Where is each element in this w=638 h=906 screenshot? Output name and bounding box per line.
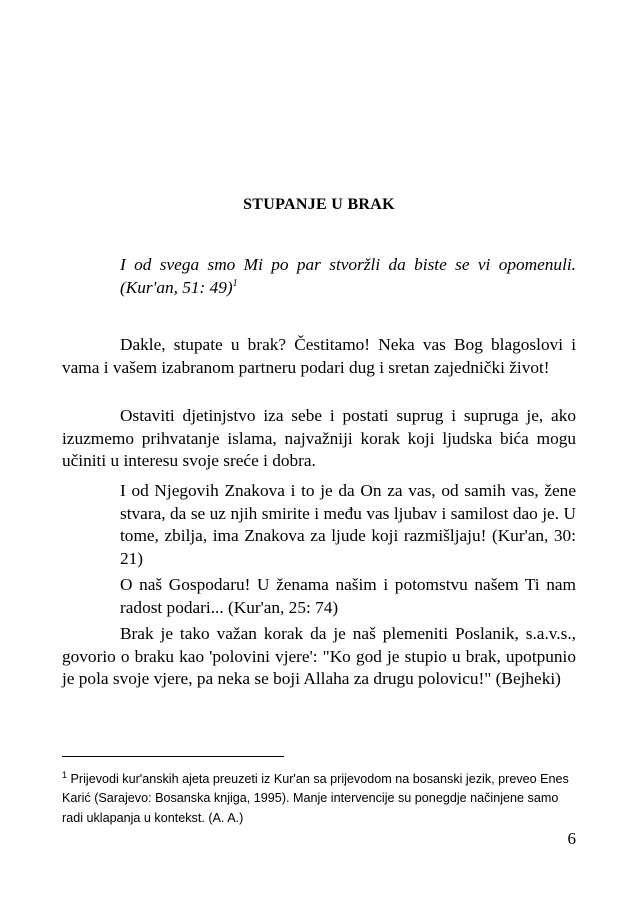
paragraph-2: Ostaviti djetinjstvo iza sebe i postati suprug i supruga je, ako izuzmemo prihvatanje islama, najvažniji korak koji ljudska bića mogu učiniti u interesu svoje sreće i dobra.: [62, 406, 576, 471]
footnote-separator: [62, 756, 284, 757]
footnote-text: Prijevodi kur'anskih ajeta preuzeti iz Kur'an sa prijevodom na bosanski jezik, preveo Enes Karić (Sarajevo: Bosanska knjiga, 1995). Manje intervencije su ponegdje načinjene samo radi uklapanja u kontekst. (A. A.): [62, 772, 569, 825]
paragraph-3: Brak je tako važan korak da je naš plemeniti Poslanik, s.a.v.s., govorio o braku kao 'polovini vjere': "Ko god je stupio u brak, upotpunio je pola svoje vjere, pa neka se boji Allaha za drugu polovicu!" (Bejheki): [62, 624, 576, 689]
quote-1: I od Njegovih Znakova i to je da On za vas, od samih vas, žene stvara, da se uz njih smirite i među vas ljubav i samilost dao je. U tome, zbilja, ima Znakova za ljude koji razmišljaju! (Kur'an, 30: 21): [120, 481, 576, 568]
epigraph-text: I od svega smo Mi po par stvoržli da biste se vi opomenuli. (Kur'an, 51: 49): [120, 255, 576, 297]
footnote: [62, 770, 576, 828]
chapter-heading: STUPANJE U BRAK: [243, 196, 395, 213]
quote-2: O naš Gospodaru! U ženama našim i potomstvu našem Ti nam radost podari... (Kur'an, 25: 74): [120, 575, 576, 617]
footnote-reference: 1: [232, 277, 238, 289]
page-number: 6: [567, 829, 576, 848]
paragraph-1: Dakle, stupate u brak? Čestitamo! Neka vas Bog blagoslovi i vama i vašem izabranom partneru podari dug i sretan zajednički život!: [62, 335, 576, 377]
footnote-number: 1: [62, 769, 68, 780]
epigraph: [120, 254, 576, 299]
